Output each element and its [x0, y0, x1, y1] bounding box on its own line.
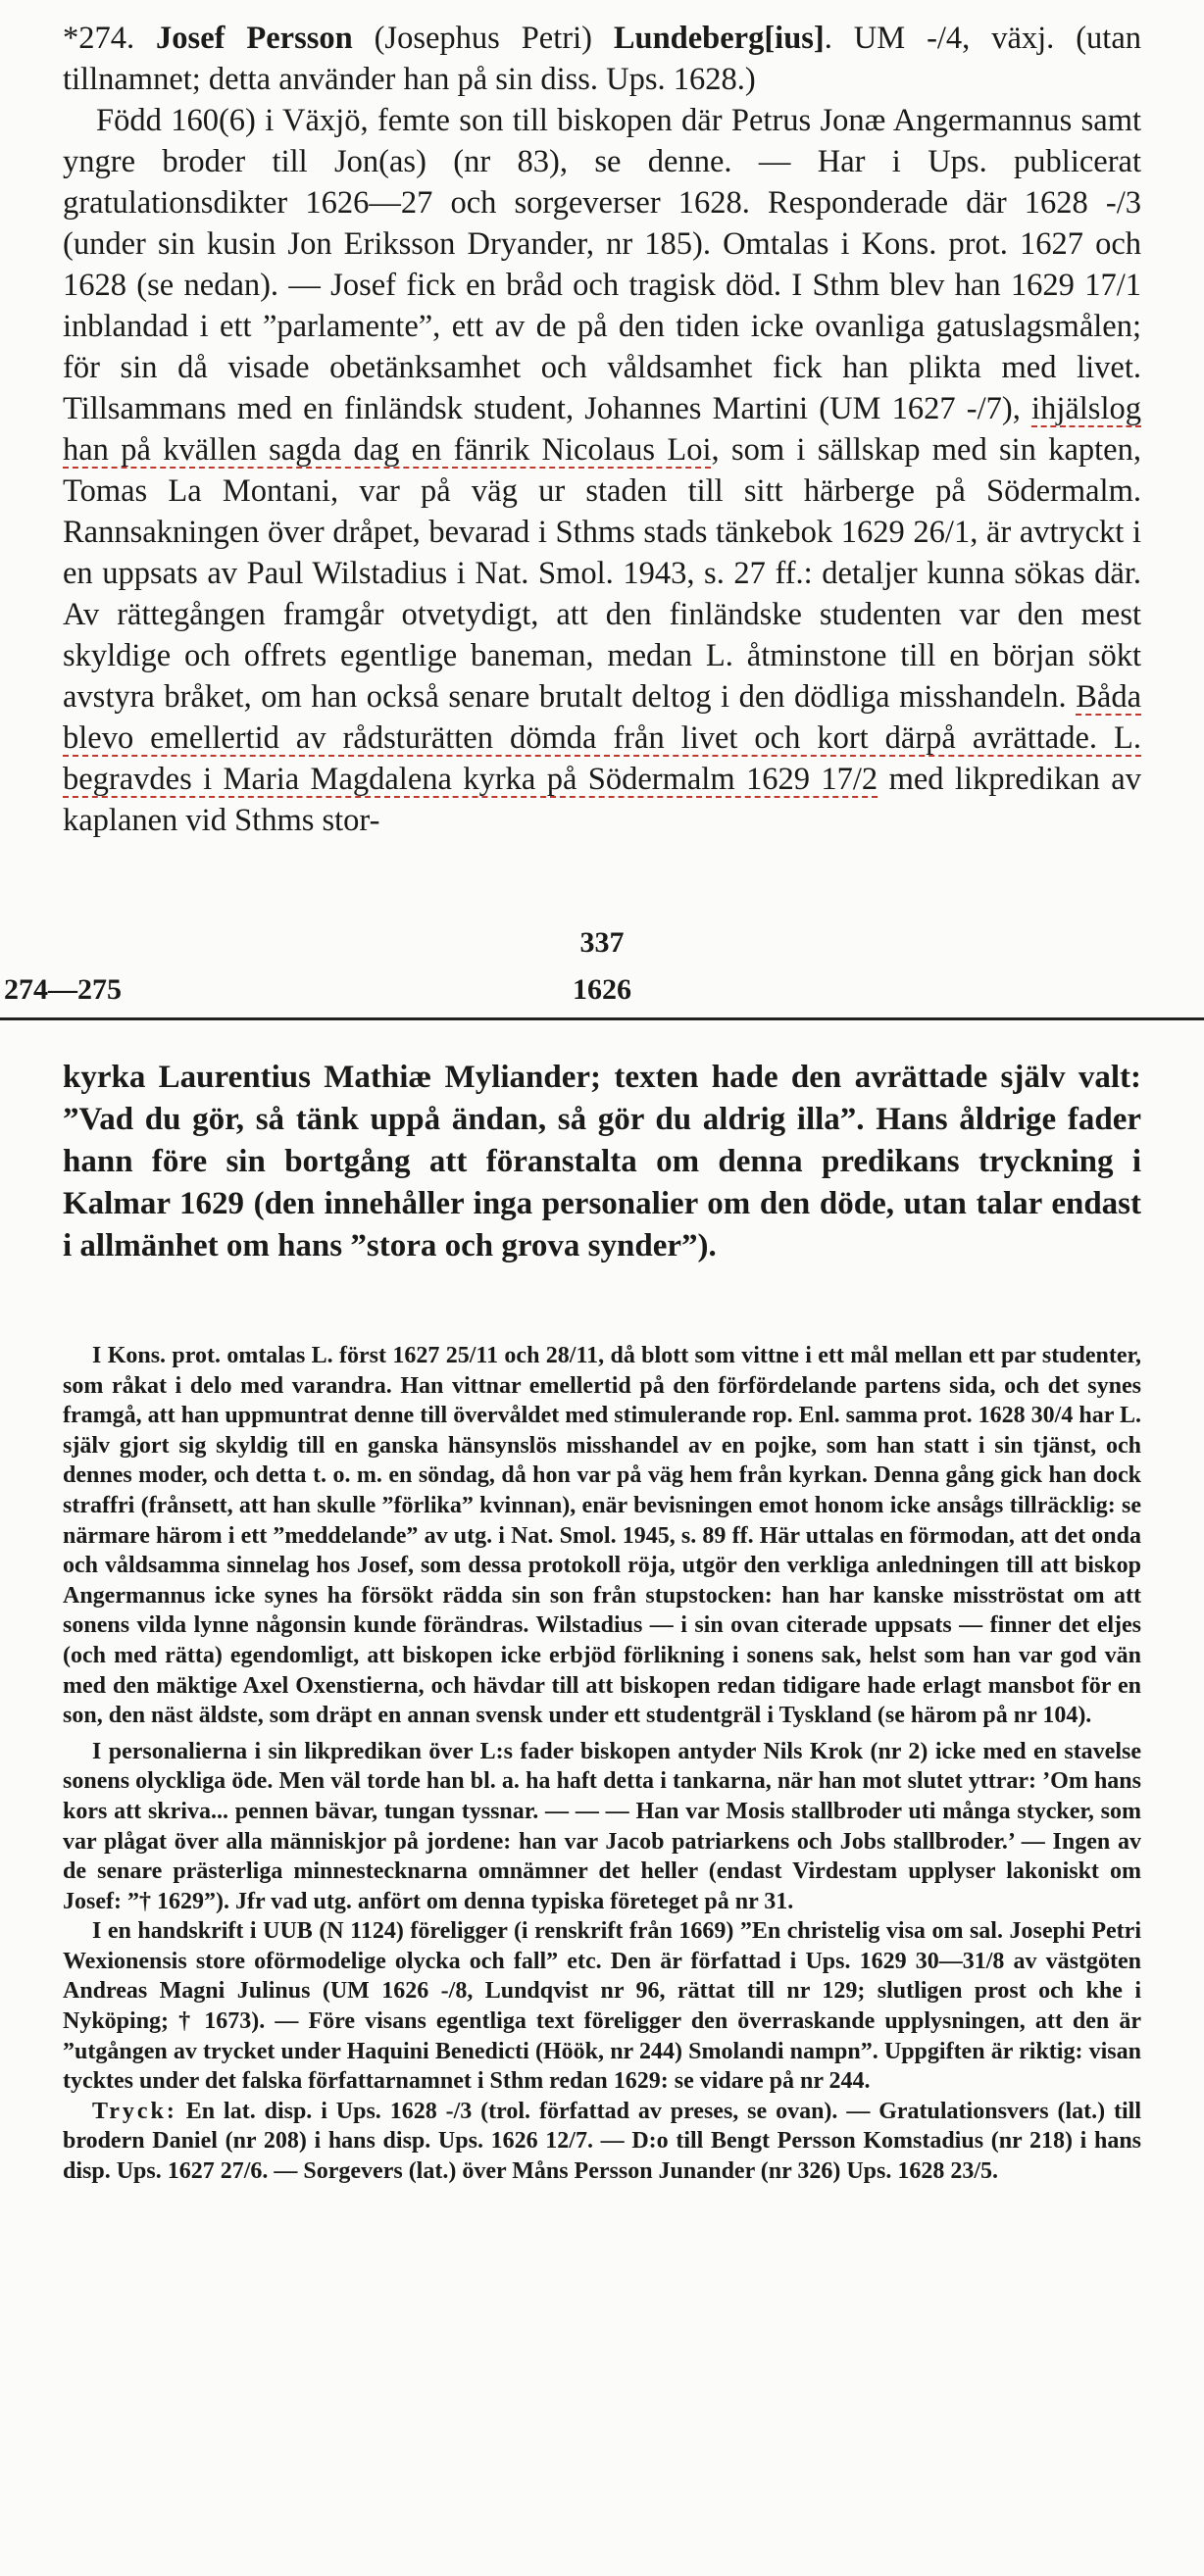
entry-body-start: Född 160(6) i Växjö, femte son till biskopen där Petrus Jonæ Angermannus samt yngre broder till Jon(as) (nr 83), se denne. — Har i Ups. publicerat gratulationsdikter 1626—27 och sorgeverser 1628. Responderade där 1628 -/3 (under sin kusin Jon Eriksson Dryander, nr 185). Omtalas i Kons. prot. 1627 och 1628 (se nedan). — Josef fick en bråd och tragisk död. I Sthm blev han 1629 17/1 inblandad i ett ”parlamente”, ett av de på den tiden icke ovanliga gatuslagsmålen; för sin då visade obetänksamhet och våldsamhet fick han plikta med livet. Tillsammans med en finländsk student, Johannes Martini (UM 1627 -/7),: [63, 103, 1141, 426]
note-paragraph-3: [63, 1916, 1141, 2097]
continuation-paragraph: kyrka Laurentius Mathiæ Myliander; texten hade den avrättade själv valt: ”Vad du gör, så tänk uppå ändan, så gör du aldrig illa”. Hans åldrige fader hann före sin bortgång att föranstalta om denna predikans tryckning i Kalmar 1629 (den innehåller inga personalier om den döde, utan talar endast i allmänhet om hans ”stora och grova synder”).: [63, 1060, 1141, 1263]
note-2-text: I personalierna i sin likpredikan över L:s fader biskopen antyder Nils Krok (nr 2) icke med en stavelse sonens olyckliga öde. Men väl torde han bl. a. ha haft detta i tankarna, när han mot slutet yttrar: ’Om hans kors att skriva... pennen bävar, tungan tyssnar. — — — Han var Mosis stallbroder uti många stycker, som var plågat över alla människjor på jordene: han var Jacob patriarkens och Jobs stallbroder.’ — Ingen av de senare prästerliga minnestecknarna omnämner det heller (endast Virdestam upplyser lakoniskt om Josef: ”† 1629”). Jfr vad utg. anfört om denna typiska företeget på nr 31.: [63, 1738, 1141, 1914]
note-paragraph-2: [63, 1737, 1141, 1917]
highlight-underline-2: Båda blevo emellertid av rådsturätten dömda från livet och kort därpå avrättade. L. begravdes i Maria Magdalena kyrka på Södermalm 1629 17/2: [63, 679, 1141, 797]
note-paragraph-1: [63, 1341, 1141, 1731]
entry-section: [63, 18, 1141, 841]
entry-latin-name: (Josephus Petri): [352, 21, 614, 56]
page-number: 337: [579, 926, 625, 959]
highlight-underline-1: ihjälslog han på kvällen sagda dag en fänrik Nicolaus Loi: [63, 391, 1141, 468]
entry-paragraph: [63, 18, 1141, 841]
note-1-text: I Kons. prot. omtalas L. först 1627 25/11 och 28/11, då blott som vittne i ett mål mellan ett par studenter, som råkat i delo med varandra. Han vittnar emellertid på den förfördelande partens sida, och det synes framgå, att han uppmuntrat denne till övervåldet med stimulerande rop. Enl. samma prot. 1628 30/4 har L. själv gjort sig skyldig till en ganska hänsynslös misshandel av en pojke, som han statt i sin tjänst, och dennes moder, och detta t. o. m. en söndag, då hon var på väg hem från kyrkan. Denna gång gick han dock straffri (frånsett, att han skulle ”förlika” kvinnan), enär bevisningen emot honom icke ansågs tillräcklig: se närmare härom i ett ”meddelande” av utg. i Nat. Smol. 1945, s. 89 ff. Här uttalas en förmodan, att det onda och våldsamma sinnelag hos Josef, som dessa protokoll röja, utgör den verkliga anledningen till att biskop Angermannus icke synes ha försökt rädda sin son från stupstocken: han har kanske misströstat om att sonens vilda lynne någonsin kunde förändras. Wilstadius — i sin ovan citerade uppsats — finner det eljes (och med rätta) egendomligt, att biskopen icke erbjöd förlikning i sonens sak, helst som han var god vän med den mäktige Axel Oxenstierna, och hävdar till att biskopen redan tidigare hade erlagt mansbot för en son, den näst äldste, som dräpt en annan svensk under ett studentgräl i Tyskland (se härom på nr 104).: [63, 1343, 1141, 1729]
notes-section: [63, 1341, 1141, 2187]
running-header-left: 274—275: [4, 973, 122, 1006]
entry-name: Josef Persson: [156, 21, 353, 56]
note-4-text: En lat. disp. i Ups. 1628 -/3 (trol. författad av preses, se ovan). — Gratulationsvers (lat.) till brodern Daniel (nr 208) i hans disp. Ups. 1626 12/7. — D:o till Bengt Persson Komstadius (nr 218) i hans disp. Ups. 1627 27/6. — Sorgevers (lat.) över Måns Persson Junander (nr 326) Ups. 1628 23/5.: [63, 2098, 1141, 2185]
tryck-label: Tryck:: [92, 2098, 177, 2124]
continuation-section: [63, 1057, 1141, 1267]
header-rule: [0, 1017, 1204, 1020]
note-3-text: I en handskrift i UUB (N 1124) föreligger (i renskrift från 1669) ”En christelig visa om sal. Josephi Petri Wexionensis store oförmodelige olycka och fall” etc. Den är författad i Ups. 1629 30—31/8 av västgöten Andreas Magni Julinus (UM 1626 -/8, Lundqvist nr 96, rättat till nr 129; slutligen prost och khe i Nyköping; † 1673). — Före visans egentliga text föreligger den överraskande upplysningen, att den är ”utgången av trycket under Haquini Benedicti (Höök, nr 244) Smolandi nampn”. Uppgiften är riktig: visan tycktes under det falska författarnamnet i Sthm redan 1629: se vidare på nr 244.: [63, 1918, 1141, 2095]
entry-body-end: med likpredikan av kaplanen vid Sthms stor-: [63, 762, 1141, 838]
note-paragraph-4: [63, 2097, 1141, 2187]
running-header-center: 1626: [573, 973, 631, 1006]
entry-header-rest: . UM -/4, växj. (utan tillnamnet; detta använder han på sin diss. Ups. 1628.): [63, 21, 1142, 97]
entry-body-middle: , som i sällskap med sin kapten, Tomas La Montani, var på väg ur staden till sitt härberge på Södermalm. Rannsakningen över dråpet, bevarad i Sthms stads tänkebok 1629 26/1, är avtryckt i en uppsats av Paul Wilstadius i Nat. Smol. 1943, s. 27 ff.: detaljer kunna sökas där. Av rättegången framgår otvetydigt, att den finländske studenten var den mest skyldige och offrets egentlige baneman, medan L. åtminstone till en början sökt avstyra bråket, om han också senare brutalt deltog i den dödliga misshandeln.: [63, 432, 1141, 715]
entry-number: *274.: [63, 21, 135, 56]
entry-surname: Lundeberg[ius]: [613, 21, 825, 56]
